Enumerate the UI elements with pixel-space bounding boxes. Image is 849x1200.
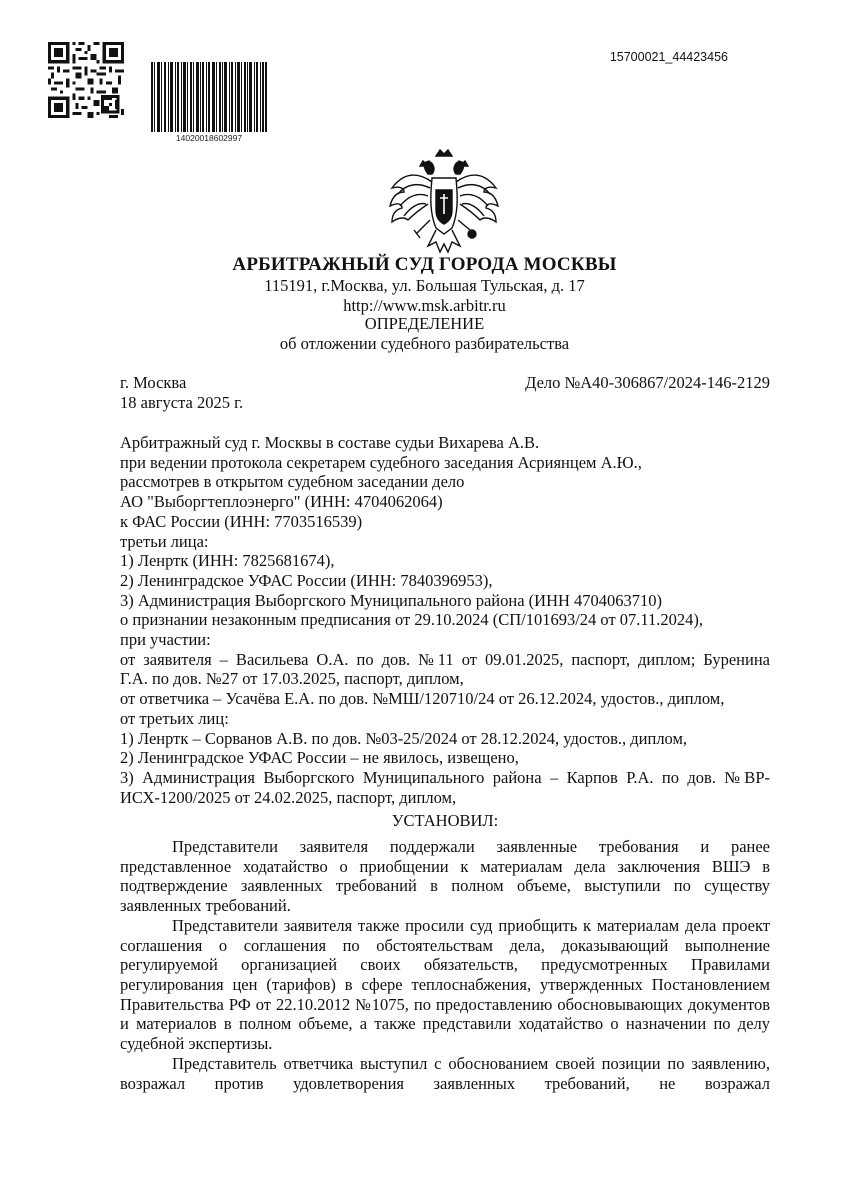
court-website: http://www.msk.arbitr.ru: [343, 296, 506, 315]
participant-applicant: от заявителя – Васильева О.А. по дов. №11 от 09.01.2025, паспорт, диплом; Буренина: [120, 649, 770, 669]
document-body: [120, 433, 770, 1093]
third-party-2: 2) Ленинградское УФАС России – не явилось, извещено,: [120, 748, 519, 768]
qr-code: [48, 42, 124, 118]
court-address: 115191, г.Москва, ул. Большая Тульская, д. 17: [264, 276, 585, 295]
paragraph: Представитель ответчика выступил с обоснованием своей позиции по заявлению, возражал против удовлетворения заявленных требований, не возражал: [120, 1053, 770, 1093]
intro-line: о признании незаконным предписания от 29.10.2024 (СП/101693/24 от 07.11.2024),: [120, 610, 704, 630]
intro-line: при участии:: [120, 630, 211, 650]
intro-line: к ФАС России (ИНН: 7703516539): [120, 511, 363, 531]
document-subject: об отложении судебного разбирательства: [279, 334, 570, 353]
third-party-3: 3) Администрация Выборгского Муниципального района – Карпов Р.А. по дов. №ВР-: [120, 767, 770, 787]
third-party-1: 1) Ленртк – Сорванов А.В. по дов. №03-25/2024 от 28.12.2024, удостов., диплом,: [120, 728, 688, 748]
barcode: [151, 62, 267, 132]
intro-line: рассмотрев в открытом судебном заседании дело: [120, 472, 465, 492]
third-parties-label: от третьих лиц:: [120, 708, 229, 728]
intro-line: 3) Администрация Выборгского Муниципального района (ИНН 4704063710): [120, 590, 663, 610]
case-number: Дело №А40-306867/2024-146-2129: [525, 373, 770, 392]
intro-line: 1) Ленртк (ИНН: 7825681674),: [120, 551, 335, 571]
paragraph: Представители заявителя поддержали заявленные требования и ранее представленное ходатайство о приобщении к материалам дела заключения ВШЭ в подтверждение заявленных требований в полном объеме, выступили по существу заявленных требований.: [120, 837, 770, 916]
intro-line: Арбитражный суд г. Москвы в составе судьи Вихарева А.В.: [120, 433, 540, 452]
city: г. Москва: [120, 373, 187, 392]
participant-respondent: от ответчика – Усачёва Е.А. по дов. №МШ/120710/24 от 26.12.2024, удостов., диплом,: [120, 689, 725, 709]
decision-date: 18 августа 2025 г.: [120, 393, 244, 412]
intro-line: АО "Выборгтеплоэнерго" (ИНН: 4704062064): [120, 492, 443, 512]
third-party-3-cont: ИСХ-1200/2025 от 24.02.2025, паспорт, диплом,: [120, 787, 457, 807]
intro-line: при ведении протокола секретарем судебного заседания Асриянцем А.Ю.,: [120, 452, 642, 472]
coat-of-arms-emblem: [384, 148, 504, 258]
intro-line: 2) Ленинградское УФАС России (ИНН: 7840396953),: [120, 570, 493, 590]
established-heading: УСТАНОВИЛ:: [391, 811, 499, 831]
paragraph: Представители заявителя также просили суд приобщить к материалам дела проект соглашения о соглашения по обстоятельствам дела, доказывающий выполнение регулируемой организацией своих обязательств, предусмотренных Правилами регулирования цен (тарифов) в сфере теплоснабжения, утвержденных Постановлением Правительства РФ от 22.10.2012 №1075, по предоставлению обосновывающих документов и материалов в полном объеме, а также представили ходатайство о назначении по делу судебной экспертизы.: [120, 915, 770, 1054]
barcode-number: 14020018602997: [175, 133, 243, 143]
participant-applicant-cont: Г.А. по дов. №27 от 17.03.2025, паспорт, диплом,: [120, 669, 464, 689]
court-name: АРБИТРАЖНЫЙ СУД ГОРОДА МОСКВЫ: [232, 254, 617, 275]
intro-line: третьи лица:: [120, 531, 209, 551]
document-type: ОПРЕДЕЛЕНИЕ: [364, 314, 485, 333]
document-id: 15700021_44423456: [609, 50, 728, 64]
